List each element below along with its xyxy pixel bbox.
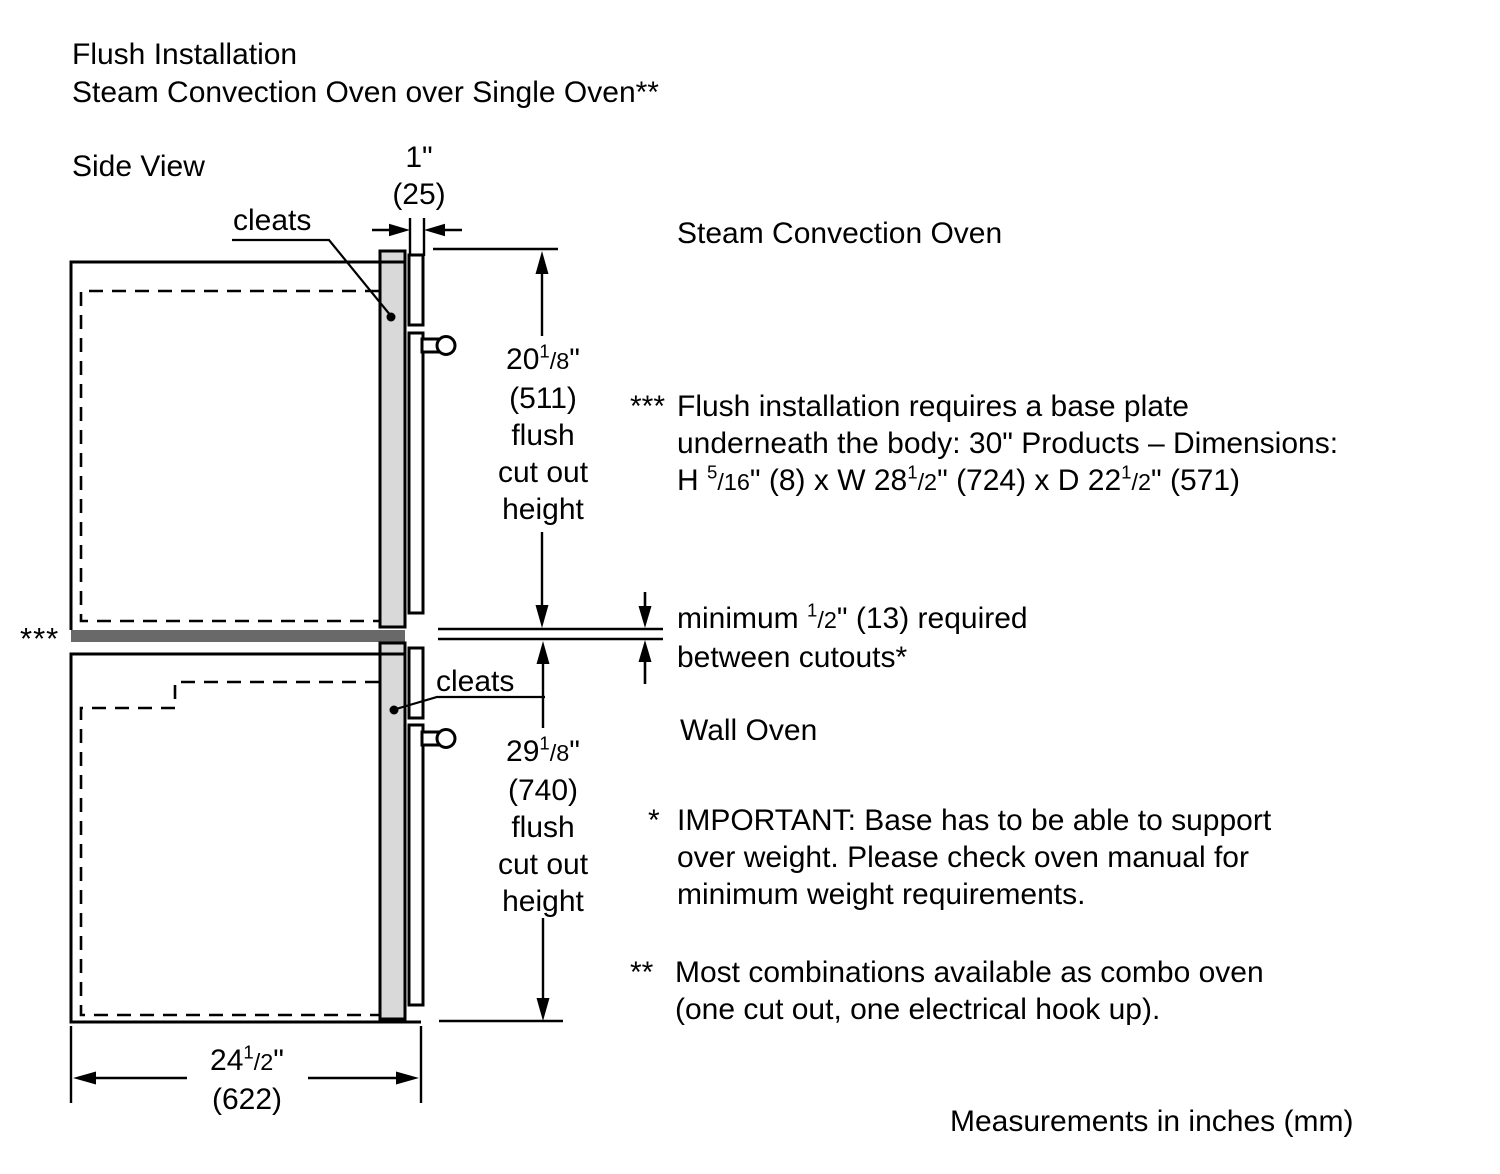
upper-door (409, 255, 423, 613)
steam-oven-label: Steam Convection Oven (677, 217, 1003, 250)
combo-note-asterisks: ** (630, 956, 654, 989)
base-plate-bar (71, 630, 405, 642)
cleats-label-top: cleats (233, 204, 312, 237)
page-title-line2: Steam Convection Oven over Single Oven** (72, 76, 659, 109)
flush-note-asterisks: *** (630, 390, 666, 423)
lower-cutout-dimension-label: $29^1/8$" (740) flush cut out height (497, 732, 589, 918)
base-plate-marker: *** (20, 621, 60, 656)
upper-oven-outline (71, 262, 405, 630)
important-note (648, 802, 1271, 913)
combo-oven-note (630, 954, 1264, 1028)
door-thickness-dimension-label: 1" (25) (392, 141, 446, 211)
combo-note-body: Most combinations available as combo oven (one cut out, one electrical hook up). (675, 956, 1264, 1026)
measurements-units-label: Measurements in inches (mm) (950, 1105, 1354, 1138)
flush-base-plate-note (630, 388, 1338, 501)
minimum-gap-note: minimum $^1$/2" (13) required between cutouts* (677, 599, 1028, 674)
upper-cutout-dimension-label: $20^1/8$" (511) flush cut out height (497, 340, 589, 526)
wall-oven-label: Wall Oven (680, 714, 818, 747)
cleats-label-bottom: cleats (436, 665, 515, 698)
lower-oven-dashed-cavity (81, 682, 379, 1015)
page-title-line1: Flush Installation (72, 38, 298, 71)
important-note-asterisk: * (648, 804, 660, 837)
page-title (72, 36, 659, 112)
lower-cleat (380, 643, 405, 1019)
cabinet-depth-dimension-label: $24^1/2$" (622) (210, 1041, 284, 1116)
side-view-label: Side View (72, 150, 205, 183)
cleats-leader-top (232, 240, 396, 322)
important-note-body: IMPORTANT: Base has to be able to support over weight. Please check oven manual for minimum weight requirements. (677, 804, 1272, 911)
upper-oven-dashed-cavity (81, 291, 379, 621)
flush-note-body: Flush installation requires a base plate underneath the body: 30" Products – Dimensions: H $^5$/16" (8) x W $28^1/2$" (724) x D $22^1/2$" (571) (677, 390, 1339, 497)
